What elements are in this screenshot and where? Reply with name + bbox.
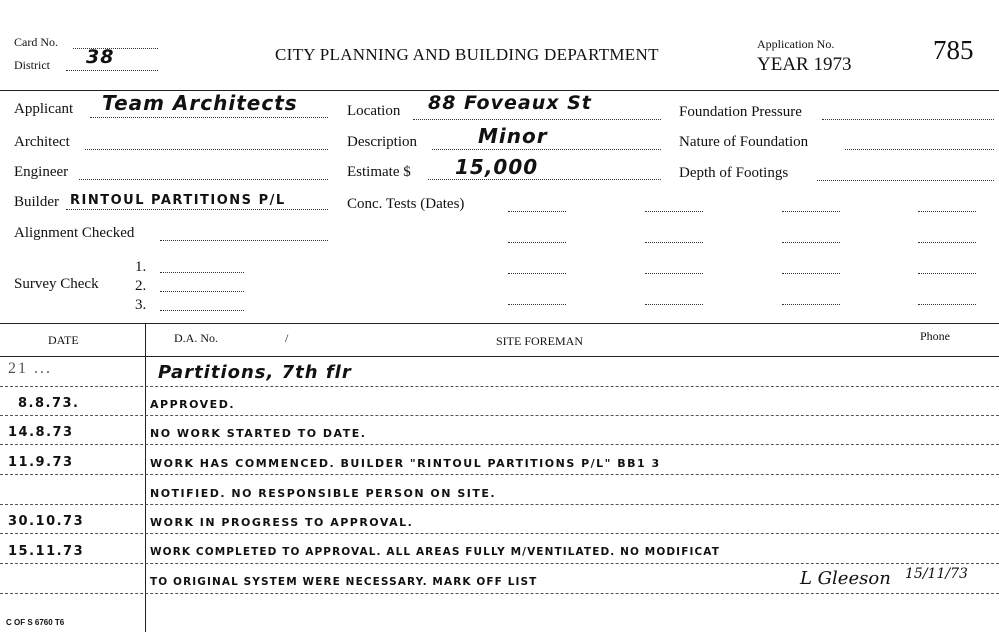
col-date-header: DATE	[48, 333, 79, 347]
table-header-rule	[0, 356, 999, 357]
conc-line-a4	[918, 211, 976, 212]
table-row-text: TO ORIGINAL SYSTEM WERE NECESSARY. MARK OFF LIST	[150, 576, 538, 588]
table-row-text: Partitions, 7th flr	[158, 362, 352, 383]
row-line-7	[0, 563, 999, 564]
table-top-rule	[0, 323, 999, 324]
table-row-date: 30.10.73	[8, 514, 85, 529]
card-no-label: Card No.	[14, 35, 58, 49]
builder-value: RINTOUL PARTITIONS P/L	[70, 193, 286, 208]
survey-item-2: 2.	[135, 278, 147, 294]
table-row-text: APPROVED.	[150, 398, 235, 411]
survey-line-1	[160, 272, 244, 273]
col-slash: /	[285, 331, 289, 345]
conc-line-b1	[508, 242, 566, 243]
table-row-date: 8.8.73.	[18, 396, 80, 411]
table-row-text: WORK IN PROGRESS TO APPROVAL.	[150, 516, 414, 529]
survey-check-label: Survey Check	[14, 276, 99, 292]
row-line-5	[0, 504, 999, 505]
table-row-text: WORK COMPLETED TO APPROVAL. ALL AREAS FULLY M/VENTILATED. NO MODIFICAT	[150, 546, 720, 558]
table-row-date: 11.9.73	[8, 455, 74, 470]
nature-of-foundation-label: Nature of Foundation	[679, 134, 809, 150]
builder-label: Builder	[14, 194, 59, 210]
estimate-line	[428, 179, 661, 180]
row-line-8	[0, 593, 999, 594]
row-line-4	[0, 474, 999, 475]
conc-line-c4	[918, 273, 976, 274]
col-site-foreman-header: SITE FOREMAN	[496, 334, 584, 348]
description-label: Description	[347, 134, 417, 150]
survey-item-1: 1.	[135, 259, 147, 275]
conc-line-d4	[918, 304, 976, 305]
row-line-6	[0, 533, 999, 534]
conc-line-b3	[782, 242, 840, 243]
year-label: YEAR 1973	[757, 54, 852, 75]
row-line-3	[0, 444, 999, 445]
conc-tests-label: Conc. Tests (Dates)	[347, 196, 465, 212]
alignment-line	[160, 240, 328, 241]
table-row-date: 15.11.73	[8, 544, 85, 559]
conc-line-a2	[645, 211, 703, 212]
survey-line-3	[160, 310, 244, 311]
estimate-label: Estimate $	[347, 164, 411, 180]
conc-line-a3	[782, 211, 840, 212]
alignment-label: Alignment Checked	[14, 225, 135, 241]
engineer-line	[79, 179, 328, 180]
row-line-2	[0, 415, 999, 416]
depth-of-footings-line	[817, 180, 994, 181]
architect-label: Architect	[14, 134, 70, 150]
depth-of-footings-label: Depth of Footings	[679, 165, 789, 181]
conc-line-c1	[508, 273, 566, 274]
foundation-pressure-line	[822, 119, 994, 120]
location-line	[413, 119, 661, 120]
architect-line	[85, 149, 328, 150]
location-value: 88 Foveaux St	[428, 92, 592, 114]
conc-line-d1	[508, 304, 566, 305]
row-line-1	[0, 386, 999, 387]
signature-date: 15/11/73	[905, 566, 968, 582]
foundation-pressure-label: Foundation Pressure	[679, 104, 802, 120]
signature: L Gleeson	[800, 568, 891, 589]
applicant-label: Applicant	[14, 101, 74, 117]
builder-line	[66, 209, 328, 210]
conc-line-c2	[645, 273, 703, 274]
col-da-header: D.A. No.	[174, 331, 218, 345]
col-phone-header: Phone	[920, 329, 950, 343]
description-value: Minor	[478, 124, 548, 148]
conc-line-c3	[782, 273, 840, 274]
description-line	[432, 149, 661, 150]
department-title: CITY PLANNING AND BUILDING DEPARTMENT	[275, 45, 659, 64]
applicant-line	[90, 117, 328, 118]
application-number: 785	[933, 35, 974, 65]
table-row-text: NOTIFIED. NO RESPONSIBLE PERSON ON SITE.	[150, 487, 497, 500]
conc-line-b4	[918, 242, 976, 243]
district-label: District	[14, 58, 50, 72]
table-row-text: WORK HAS COMMENCED. BUILDER "RINTOUL PARTITIONS P/L" BB1 3	[150, 457, 661, 470]
district-value: 38	[86, 46, 115, 68]
conc-line-d3	[782, 304, 840, 305]
conc-line-d2	[645, 304, 703, 305]
table-row-text: NO WORK STARTED TO DATE.	[150, 427, 367, 440]
nature-of-foundation-line	[845, 149, 994, 150]
date-column-divider	[145, 324, 146, 632]
form-code: C OF S 6760 T6	[6, 618, 65, 627]
estimate-value: 15,000	[455, 155, 539, 179]
conc-line-b2	[645, 242, 703, 243]
survey-item-3: 3.	[135, 297, 147, 313]
applicant-value: Team Architects	[102, 91, 298, 115]
survey-line-2	[160, 291, 244, 292]
application-no-label: Application No.	[757, 37, 835, 51]
conc-line-a1	[508, 211, 566, 212]
table-row-date: 14.8.73	[8, 425, 74, 440]
engineer-label: Engineer	[14, 164, 69, 180]
location-label: Location	[347, 103, 401, 119]
district-line	[66, 70, 158, 71]
table-row-date: 21 ...	[8, 360, 52, 377]
